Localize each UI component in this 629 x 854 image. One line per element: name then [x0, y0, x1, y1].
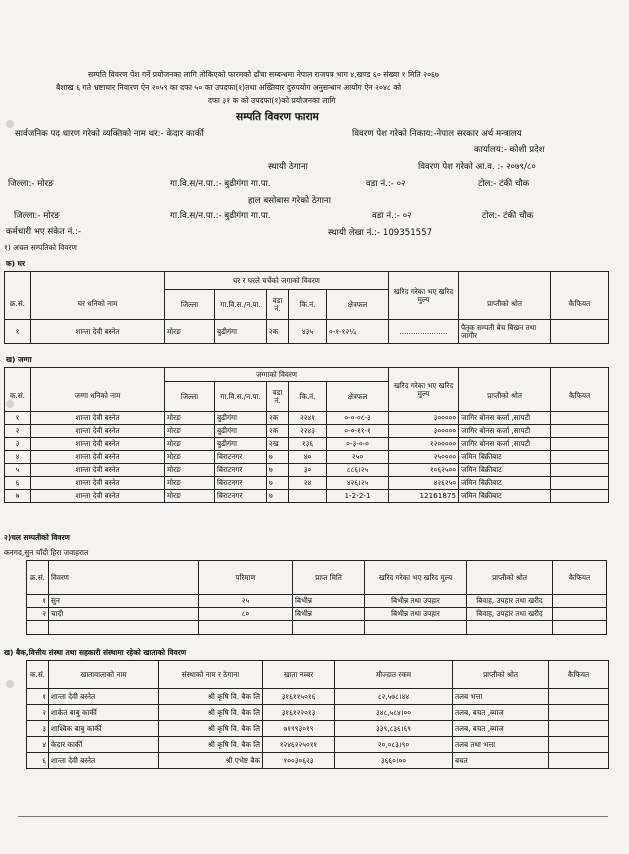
cell-ward: २क [267, 412, 289, 425]
land-purchase-head: खरिद गरेका भए खरिद मुल्य [389, 368, 459, 412]
col-kitta: कि.नं. [289, 290, 327, 320]
cell-remarks [549, 689, 609, 705]
cell-amount: ३४८,५८४।०० [335, 705, 453, 721]
cell-remarks [551, 464, 609, 477]
cell-sn: ४ [27, 737, 49, 753]
cell-sn: २ [27, 705, 49, 721]
cell-date: बिभीन्न [293, 608, 365, 621]
col-remarks: कैफियत [553, 561, 607, 595]
col-item: विवरण [49, 561, 199, 595]
cell-name: शाकेत बाबु कार्की [49, 705, 159, 721]
cell-kitta: ४० [289, 451, 327, 464]
col-date: प्राप्त मिति [293, 561, 365, 595]
district-current: जिल्ला:- मोरङ [14, 211, 60, 221]
cell-remarks [549, 737, 609, 753]
header-line-2: बैशाख ६ गते भ्रष्टाचार निवारण ऐन २०५९ का दफा ५० का उपदफा(१)तथा अख्तियार दुरुपयोग अनुसन्धान आयोग ऐन २०४८ को [56, 83, 402, 92]
cell-source: तलब भत्ता [453, 689, 549, 705]
tole-current: टोल:- टंकी चौक [482, 211, 534, 221]
cell-vdc: बुढीगंगा [215, 320, 267, 344]
ward-current: वडा नं.:- ०२ [372, 211, 412, 221]
district-permanent: जिल्ला:- मोरङ [8, 179, 54, 189]
submitting-office: विवरण पेश गरेको निकाय:-नेपाल सरकार अर्थ मन्त्रालय [352, 129, 522, 139]
cell-district: मोरङ [165, 425, 215, 438]
col-bank: संस्थाको नाम र ठेगाना [159, 661, 263, 689]
col-sn: क.सं. [5, 382, 31, 412]
cell-acc: १००३०६२३ [263, 753, 335, 769]
col-remarks: कैफियत [551, 382, 609, 412]
col-owner: जग्गा धनिको नाम [31, 382, 165, 412]
cell-source: जमिन बिक्रीबाट [459, 464, 551, 477]
form-title: सम्पति विवरण फाराम [236, 111, 319, 123]
table-row [5, 412, 609, 425]
land-table [4, 367, 609, 503]
table-row [5, 451, 609, 464]
cell-district: मोरङ [165, 477, 215, 490]
cell-name: शाश्विक बाबु कार्की [49, 721, 159, 737]
cell-sn: ३ [27, 721, 49, 737]
cell-kitta: २२४१ [289, 412, 327, 425]
cell-kitta [289, 490, 327, 503]
cell-name: केदार कार्की [49, 737, 159, 753]
cell-price: ..................... [389, 320, 459, 344]
karyalaya: कार्यालय:- कोशी प्रदेश [474, 145, 545, 155]
header-line-1: सम्पति विवरण पेश गर्ने प्रयोजनका लागि तोकिएको फारमको ढाँचा सम्बन्धमा नेपाल राजपत्र भाग ४,खण्ड ६० संख्या १ मिति २०६७ [88, 70, 439, 79]
cell-date: बिभीन्न [293, 595, 365, 608]
cell-remarks [553, 608, 607, 621]
col-vdc: गा.वि.स./न.पा. [215, 382, 267, 412]
house-purchase-head: खरिद गरेका भए खरिद मुल्य [389, 272, 459, 320]
land-group-head: जग्गाको विवरण [165, 368, 389, 382]
table-row [27, 737, 609, 753]
col-district: जिल्ला [165, 290, 215, 320]
col-sn: क्र.सं. [27, 561, 49, 595]
cell-district: मोरङ [165, 320, 215, 344]
land-section-label: ख) जग्गा [6, 355, 32, 364]
cell-remarks [549, 705, 609, 721]
movable-subtitle: कनगद,सुन चाँदी हिरा जवाहरात [4, 548, 89, 557]
cell-sn: ५ [5, 464, 31, 477]
cell-bank: श्री कृषि वि. बैक लि [159, 737, 263, 753]
tole-permanent: टोल:- टंकी चौक [478, 179, 530, 189]
cell-remarks [551, 477, 609, 490]
cell-qty: २५ [199, 595, 293, 608]
cell-name: शान्ता देवी बस्नेत [31, 438, 165, 451]
col-account: खाता नम्बर [263, 661, 335, 689]
cell-source: जमिन बिक्रीबाट [459, 451, 551, 464]
cell-remarks [551, 412, 609, 425]
cell-source: पैतृक सम्पती बेच बिखन तथा जागीर [459, 320, 551, 344]
cell-amount: ३६६०।०० [335, 753, 453, 769]
cell-source: बचत [453, 753, 549, 769]
cell-price: १२००००० [389, 438, 459, 451]
cell-name: शान्ता देवी बस्नेत [31, 425, 165, 438]
cell-source: तलब तथा भत्ता [453, 737, 549, 753]
cell-price: बिभीन्न तथा उपहार [365, 595, 467, 608]
cell-bank: श्री कृषि वि. बैक लि [159, 721, 263, 737]
staff-code: कर्मचारी भए संकेत नं.:- [6, 227, 81, 237]
permanent-address-label: स्थायी ठेगाना [268, 162, 308, 172]
cell-ward: ७ [267, 451, 289, 464]
cell-source: जागिर बोनस कर्जा ,सापटी [459, 412, 551, 425]
cell-area: २५० [327, 451, 389, 464]
col-ward: वडा नं. [267, 290, 289, 320]
cell-name: शान्ता देवी बस्नेत [31, 412, 165, 425]
cell-kitta: २२४३ [289, 425, 327, 438]
cell-kitta: १३६ [289, 438, 327, 451]
cell-district: मोरङ [165, 438, 215, 451]
col-owner: घर धनिको नाम [31, 290, 165, 320]
col-source: प्राप्तीको श्रोत [459, 382, 551, 412]
cell-area: ८८६।२५ [327, 464, 389, 477]
cell-price: १०६२५०० [389, 464, 459, 477]
ward-permanent: वडा नं.:- ०२ [366, 179, 406, 189]
cell-acc: १२४६२२५०११ [263, 737, 335, 753]
vdc-current: गा.वि.स/न.पा.:- बुढीगंगा गा.पा. [170, 211, 271, 221]
cell-sn: २ [5, 425, 31, 438]
cell-sn: १ [27, 689, 49, 705]
col-area: क्षेत्रफल [327, 290, 389, 320]
fiscal-year: विवरण पेश गरेको आ.व. :- २०७९/८० [418, 162, 536, 172]
cell-district: मोरङ [165, 490, 215, 503]
cell-ward: ७ [267, 490, 289, 503]
cell-name: शान्ता देवी बस्नेत [49, 753, 159, 769]
cell-sn: १ [27, 595, 49, 608]
col-source: प्राप्तीको श्रोत [459, 290, 551, 320]
cell-district: मोरङ [165, 412, 215, 425]
cell-bank: श्री कृषि वि. बैक लि [159, 689, 263, 705]
cell-sn: २ [27, 608, 49, 621]
cell-name: शान्ता देवी बस्नेत [31, 451, 165, 464]
cell-sn: ३ [5, 438, 31, 451]
cell-name: शान्ता देवी बस्नेत [49, 689, 159, 705]
pan-number: स्थायी लेखा नं.:- 109351557 [328, 228, 433, 238]
cell-kitta: २४ [289, 477, 327, 490]
cell-item: चादी [49, 608, 199, 621]
table-row [5, 464, 609, 477]
vdc-permanent: गा.वि.स/न.पा.:- बुढीगंगा गा.पा. [170, 179, 271, 189]
cell-bank: श्री एभेष्ट बैक [159, 753, 263, 769]
cell-source: जमिन बिक्रीबाट [459, 477, 551, 490]
cell-remarks [549, 721, 609, 737]
cell-area: 1-2-2-1 [327, 490, 389, 503]
cell-amount: २०,०८३।९० [335, 737, 453, 753]
cell-ward: ७ [267, 464, 289, 477]
cell-vdc: बुढीगंगा [215, 438, 267, 451]
col-sn: क्र.सं. [5, 290, 31, 320]
cell-price: 12161875 [389, 490, 459, 503]
cell-vdc: बुढीगंगा [215, 412, 267, 425]
cell-source: बिवाह, उपहार तथा खरीद [467, 595, 553, 608]
cell-kitta: ३० [289, 464, 327, 477]
bank-table [26, 660, 609, 769]
col-qty: परिमाण [199, 561, 293, 595]
cell-district: मोरङ [165, 464, 215, 477]
cell-sn: ६ [5, 477, 31, 490]
col-kitta: कि.नं. [289, 382, 327, 412]
col-district: जिल्ला [165, 382, 215, 412]
cell-acc: ३१६१२२०१३ [263, 705, 335, 721]
cell-source: जमिन बिक्रीबाट [459, 490, 551, 503]
cell-name: शान्ता देवी बस्नेत [31, 477, 165, 490]
col-holder: खातावालाको नाम [49, 661, 159, 689]
table-row [5, 438, 609, 451]
cell-item: सुन [49, 595, 199, 608]
cell-ward: २क [267, 425, 289, 438]
cell-source: जागिर बोनस कर्जा ,सापटी [459, 438, 551, 451]
table-row [5, 477, 609, 490]
table-row [27, 595, 607, 608]
cell-name: शान्ता देवी बस्नेत [31, 464, 165, 477]
table-row [5, 320, 609, 344]
header-line-3: दफा ३१ क को उपदफा(१)को प्रयोजनका लागि [208, 96, 336, 105]
table-row [27, 689, 609, 705]
cell-area: ०-३-०-० [327, 438, 389, 451]
col-price: खरिद गरेका भए खरिद मुल्य [365, 561, 467, 595]
cell-vdc: बुढीगंगा [215, 425, 267, 438]
cell-owner: शान्ता देवी बस्नेत [31, 320, 165, 344]
table-row [5, 425, 609, 438]
cell-sn: ६ [27, 753, 49, 769]
cell-sn: ४ [5, 451, 31, 464]
col-area: क्षेत्रफल [327, 382, 389, 412]
cell-vdc: बिराटनगर [215, 477, 267, 490]
table-row [5, 490, 609, 503]
house-table [4, 271, 609, 344]
cell-vdc: बिराटनगर [215, 464, 267, 477]
cell-remarks [551, 451, 609, 464]
cell-ward: ७ [267, 477, 289, 490]
cell-source: जागिर बोनस कर्जा ,सापटी [459, 425, 551, 438]
cell-source: तलब, बचत ,ब्याज [453, 721, 549, 737]
col-sn: क.सं. [27, 661, 49, 689]
table-row [27, 705, 609, 721]
current-address-label: हाल बसोबास गरेको ठेगाना [248, 196, 331, 206]
movable-section-label: २)चल सम्पतीको विवरण [4, 533, 70, 542]
cell-amount: ३३९,८३६।६९ [335, 721, 453, 737]
col-remarks: कैफियत [549, 661, 609, 689]
table-row [27, 608, 607, 621]
cell-remarks [551, 320, 609, 344]
cell-price: ४२६२५० [389, 477, 459, 490]
cell-remarks [551, 438, 609, 451]
cell-price: बिभीन्न तथा उपहार [365, 608, 467, 621]
col-vdc: गा.वि.स./न.पा. [215, 290, 267, 320]
bank-section-label: ख) बैक,वित्तीय संस्था तथा सहकारी संस्थामा रहेको खाताको विवरण [4, 648, 187, 657]
table-row [27, 753, 609, 769]
house-group-head: घर र घरले चर्चेको जगाको विवरण [165, 272, 389, 290]
col-amount: मौज्दात रकम [335, 661, 453, 689]
cell-acc: ७१९९३०१९ [263, 721, 335, 737]
col-remarks: कैफियत [551, 290, 609, 320]
cell-price: ३००००० [389, 425, 459, 438]
cell-bank: श्री कृषि वि. बैक लि [159, 705, 263, 721]
cell-source: बिवाह, उपहार तथा खरीद [467, 608, 553, 621]
cell-sn: ७ [5, 490, 31, 503]
cell-kitta: ४३५ [289, 320, 327, 344]
cell-district: मोरङ [165, 451, 215, 464]
cell-source: तलब, बचत ,ब्याज [453, 705, 549, 721]
cell-area: ०-०-०८-३ [327, 412, 389, 425]
cell-vdc: बिराटनगर [215, 451, 267, 464]
cell-vdc: बिराटनगर [215, 490, 267, 503]
punch-hole [6, 120, 14, 128]
cell-sn: १ [5, 320, 31, 344]
col-ward: वडा नं. [267, 382, 289, 412]
col-source: प्राप्तीको श्रोत [453, 661, 549, 689]
cell-acc: ३१६११५०१६ [263, 689, 335, 705]
cell-remarks [549, 753, 609, 769]
cell-area: ०-०-११-१ [327, 425, 389, 438]
cell-area: ४२६।२५ [327, 477, 389, 490]
cell-area: ०-१-१२¼ [327, 320, 389, 344]
cell-sn: १ [5, 412, 31, 425]
divider [18, 816, 608, 817]
table-row [27, 721, 609, 737]
cell-qty: ८० [199, 608, 293, 621]
cell-remarks [551, 425, 609, 438]
punch-hole [6, 680, 14, 688]
cell-name: शान्ता देवी बस्नेत [31, 490, 165, 503]
cell-price: २५०००० [389, 451, 459, 464]
cell-ward: २क [267, 320, 289, 344]
section-immovable: १) अचल सम्पतिको विवरण [4, 243, 77, 252]
movable-table [26, 560, 607, 635]
col-source: प्राप्तीको श्रोत [467, 561, 553, 595]
declarant-name: सार्वजनिक पद धारण गरेको व्यक्तिको नाम थर:- केदार कार्की [15, 129, 204, 139]
cell-remarks [551, 490, 609, 503]
cell-ward: २ख [267, 438, 289, 451]
cell-amount: ८२,५७८।४४ [335, 689, 453, 705]
cell-remarks [553, 595, 607, 608]
cell-price: ३००००० [389, 412, 459, 425]
house-section-label: क) घर [6, 259, 26, 268]
